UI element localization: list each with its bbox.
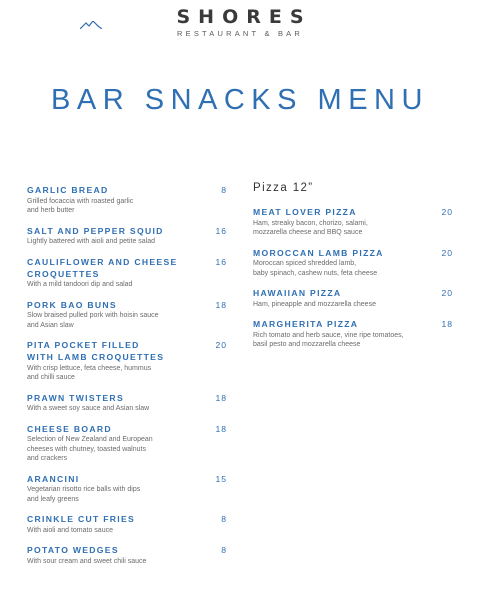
menu-item-header (27, 544, 227, 556)
menu-item-name: CAULIFLOWER AND CHEESE CROQUETTES (27, 256, 178, 279)
menu-item (27, 339, 227, 383)
menu-item (27, 392, 227, 414)
menu-item-description: With a sweet soy sauce and Asian slaw (27, 405, 150, 412)
menu-item-name: HAWAIIAN PIZZA (253, 288, 342, 298)
menu-item-header (27, 184, 227, 196)
menu-item-price: 18 (441, 319, 453, 329)
menu-item (27, 256, 227, 290)
menu-item-price: 18 (215, 392, 227, 403)
menu-item-header (253, 247, 453, 259)
menu-item-header (27, 299, 227, 311)
menu-item-header (253, 318, 453, 330)
menu-item-description: Slow braised pulled pork with hoisin sauce and Asian slaw (27, 312, 159, 329)
menu-item (27, 473, 227, 505)
menu-item-name: ARANCINI (27, 473, 80, 484)
menu-item-description: With aioli and tomato sauce (27, 526, 113, 534)
menu-item-header (27, 256, 227, 280)
menu-item-description: Moroccan spiced shredded lamb, baby spinach, cashew nuts, feta cheese (253, 260, 378, 277)
menu-item-name: POTATO WEDGES (27, 545, 119, 555)
logo-subtitle: RESTAURANT & BAR (177, 29, 303, 38)
menu-item (253, 247, 453, 279)
menu-item (27, 184, 227, 216)
menu-item-price: 20 (441, 288, 453, 298)
menu-item-description: Grilled focaccia with roasted garlic and herb butter (27, 197, 134, 214)
menu-item-price: 15 (215, 473, 227, 484)
menu-item (27, 513, 227, 535)
menu-item-description: Selection of New Zealand and European cheeses with chutney, toasted walnuts and crackers (27, 436, 153, 462)
menu-item (27, 299, 227, 331)
menu-item-price: 20 (441, 247, 453, 258)
menu-item-description: With sour cream and sweet chili sauce (27, 557, 147, 565)
menu-item (27, 225, 227, 247)
menu-item-description: With a mild tandoori dip and salad (27, 281, 133, 288)
menu-item (27, 544, 227, 566)
menu-item-name: SALT AND PEPPER SQUID (27, 225, 164, 236)
menu-title: BAR SNACKS MENU (51, 84, 429, 116)
menu-item-header (253, 287, 453, 299)
menu-item-description: Ham, pineapple and mozzarella cheese (253, 300, 376, 308)
menu-item-header (27, 473, 227, 485)
menu-item-header (27, 423, 227, 435)
menu-item-price: 8 (221, 545, 227, 555)
menu-item-description: With crisp lettuce, feta cheese, hummus and chilli sauce (27, 364, 152, 381)
restaurant-logo (0, 6, 480, 38)
menu-item-price: 16 (215, 256, 227, 267)
menu-item-price: 8 (221, 514, 227, 524)
menu-item (253, 318, 453, 350)
menu-item-name: CRINKLE CUT FRIES (27, 514, 136, 524)
menu-item-name: MOROCCAN LAMB PIZZA (253, 247, 384, 258)
menu-item-price: 20 (441, 207, 453, 217)
menu-item-description: Vegetarian risotto rice balls with dips and leafy greens (27, 486, 141, 503)
menu-item (27, 423, 227, 464)
menu-item-header (27, 513, 227, 525)
menu-item-description: Ham, streaky bacon, chorizo, salami, mozzarella cheese and BBQ sauce (253, 219, 368, 236)
menu-item-price: 8 (221, 185, 227, 195)
logo-name: SHORES (176, 6, 312, 28)
menu-item-header (27, 225, 227, 237)
menu-item-description: Lightly battered with aioli and petite salad (27, 238, 156, 245)
pizza-list (253, 206, 453, 350)
menu-item-name: MEAT LOVER PIZZA (253, 207, 357, 217)
menu-item-price: 18 (215, 423, 227, 434)
menu-item-header (253, 206, 453, 218)
menu-item-name: CHEESE BOARD (27, 423, 112, 434)
menu-item-description: Rich tomato and herb sauce, vine ripe tomatoes, basil pesto and mozzarella cheese (253, 331, 404, 348)
menu-item-name: PITA POCKET FILLED WITH LAMB CROQUETTES (27, 340, 165, 362)
pizza-section (253, 182, 453, 359)
menu-item-name: MARGHERITA PIZZA (253, 319, 359, 329)
menu-item-price: 20 (215, 340, 227, 350)
menu-item-header (27, 392, 227, 404)
pizza-heading: Pizza 12” (253, 182, 314, 194)
mountain-logo-icon (80, 21, 102, 29)
menu-item-price: 18 (215, 299, 227, 310)
menu-item-name: GARLIC BREAD (27, 185, 109, 195)
menu-item-price: 16 (215, 225, 227, 236)
menu-item (253, 206, 453, 238)
menu-item (253, 287, 453, 309)
menu-item-name: PRAWN TWISTERS (27, 392, 124, 403)
menu-item-header (27, 339, 227, 363)
bar-snacks-list (27, 184, 227, 575)
menu-item-name: PORK BAO BUNS (27, 299, 117, 310)
